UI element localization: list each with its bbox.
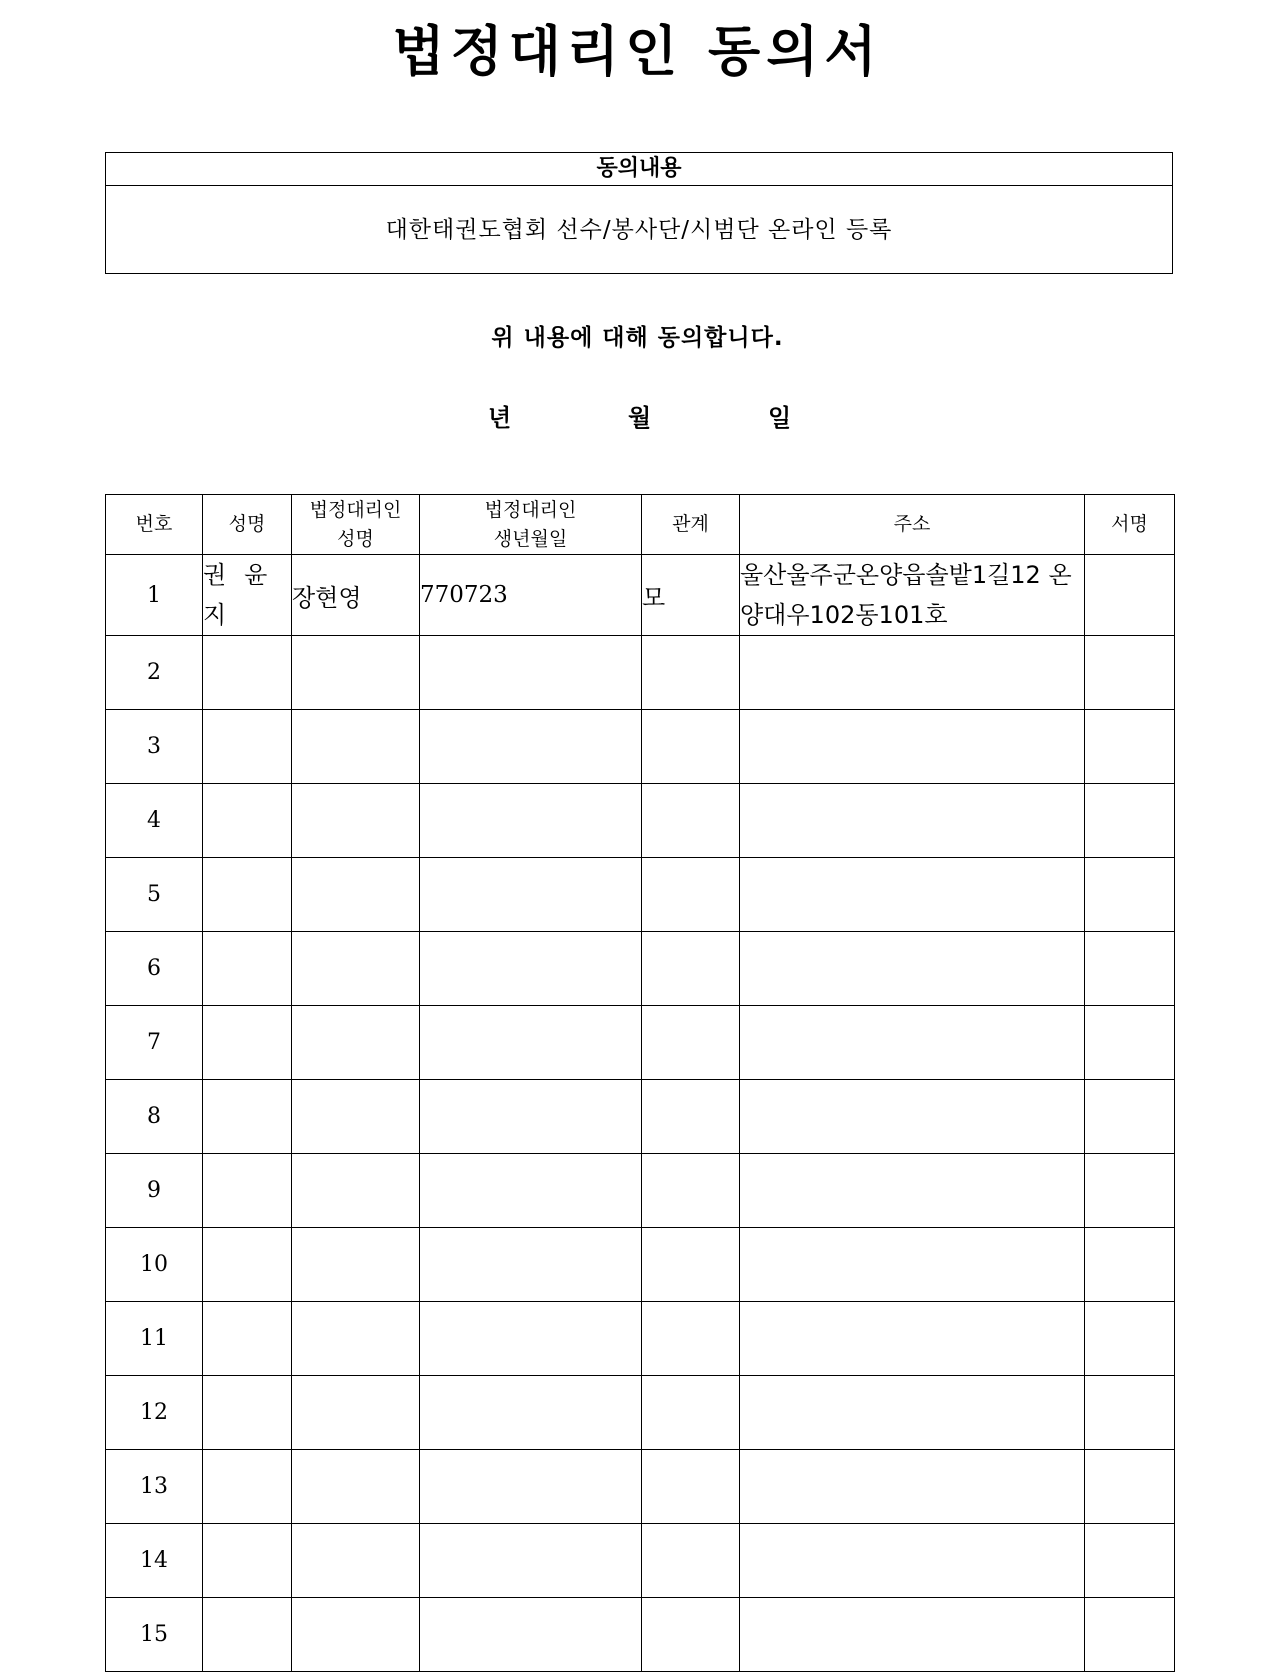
row-guardian-name — [292, 1154, 420, 1228]
row-relation — [642, 1450, 740, 1524]
row-guardian-name — [292, 1598, 420, 1672]
header-guardian-birth — [420, 495, 642, 555]
row-name — [203, 710, 292, 784]
row-guardian-name — [292, 1228, 420, 1302]
row-guardian-birth — [420, 1524, 642, 1598]
row-name — [203, 1524, 292, 1598]
row-relation — [642, 710, 740, 784]
row-number: 12 — [106, 1376, 203, 1450]
row-guardian-name — [292, 784, 420, 858]
row-guardian-birth — [420, 932, 642, 1006]
table-row — [106, 858, 1175, 932]
row-address — [740, 1006, 1085, 1080]
row-relation: 모 — [642, 555, 740, 636]
row-signature[interactable] — [1085, 1524, 1175, 1598]
consent-heading: 동의내용 — [106, 153, 1172, 186]
date-year-label: 년 — [488, 404, 512, 432]
table-row — [106, 1228, 1175, 1302]
header-relation: 관계 — [642, 495, 740, 555]
header-signature: 서명 — [1085, 495, 1175, 555]
row-relation — [642, 858, 740, 932]
agreement-statement: 위 내용에 대해 동의합니다. — [491, 325, 784, 351]
row-address — [740, 858, 1085, 932]
row-guardian-name: 장현영 — [292, 555, 420, 636]
row-guardian-birth: 770723 — [420, 555, 642, 636]
row-name — [203, 1302, 292, 1376]
row-name — [203, 1450, 292, 1524]
row-guardian-birth — [420, 1080, 642, 1154]
row-signature[interactable] — [1085, 932, 1175, 1006]
row-guardian-birth — [420, 1154, 642, 1228]
table-row — [106, 636, 1175, 710]
table-row — [106, 555, 1175, 636]
row-guardian-name — [292, 1302, 420, 1376]
row-signature[interactable] — [1085, 1006, 1175, 1080]
header-guardian-name-line1: 법정대리인 — [309, 498, 402, 521]
row-name — [203, 636, 292, 710]
row-number: 13 — [106, 1450, 203, 1524]
date-month-label: 월 — [628, 404, 652, 432]
row-guardian-name — [292, 858, 420, 932]
row-address — [740, 1524, 1085, 1598]
row-signature[interactable] — [1085, 1450, 1175, 1524]
row-guardian-birth — [420, 710, 642, 784]
row-address — [740, 1080, 1085, 1154]
row-guardian-birth — [420, 1228, 642, 1302]
table-row — [106, 710, 1175, 784]
table-row — [106, 1006, 1175, 1080]
table-row — [106, 784, 1175, 858]
row-relation — [642, 1006, 740, 1080]
header-name: 성명 — [203, 495, 292, 555]
row-relation — [642, 1228, 740, 1302]
header-guardian-name — [292, 495, 420, 555]
row-guardian-birth — [420, 784, 642, 858]
row-guardian-birth — [420, 1006, 642, 1080]
row-name — [203, 1376, 292, 1450]
row-guardian-name — [292, 1450, 420, 1524]
table-row — [106, 1302, 1175, 1376]
row-guardian-name — [292, 1006, 420, 1080]
row-number: 5 — [106, 858, 203, 932]
row-guardian-birth — [420, 1376, 642, 1450]
row-name — [203, 1598, 292, 1672]
row-address — [740, 1376, 1085, 1450]
row-address — [740, 710, 1085, 784]
row-name — [203, 1228, 292, 1302]
row-relation — [642, 1376, 740, 1450]
row-guardian-name — [292, 1376, 420, 1450]
row-guardian-birth — [420, 1302, 642, 1376]
table-row — [106, 1376, 1175, 1450]
row-address — [740, 784, 1085, 858]
row-relation — [642, 1302, 740, 1376]
consent-content: 대한태권도협회 선수/봉사단/시범단 온라인 등록 — [385, 217, 893, 243]
table-row — [106, 1450, 1175, 1524]
row-signature[interactable] — [1085, 1154, 1175, 1228]
row-relation — [642, 636, 740, 710]
row-guardian-name — [292, 1524, 420, 1598]
consent-box — [105, 152, 1173, 274]
row-guardian-birth — [420, 858, 642, 932]
row-name — [203, 1006, 292, 1080]
row-signature[interactable] — [1085, 1302, 1175, 1376]
row-relation — [642, 784, 740, 858]
row-number: 3 — [106, 710, 203, 784]
row-number: 2 — [106, 636, 203, 710]
table-row — [106, 932, 1175, 1006]
table-row — [106, 1598, 1175, 1672]
row-number: 14 — [106, 1524, 203, 1598]
row-guardian-name — [292, 1080, 420, 1154]
header-address: 주소 — [740, 495, 1085, 555]
row-relation — [642, 1154, 740, 1228]
header-guardian-name-line2: 성명 — [337, 527, 374, 550]
row-name — [203, 1154, 292, 1228]
table-row — [106, 1524, 1175, 1598]
guardian-table — [105, 494, 1175, 1672]
table-header-row — [106, 495, 1175, 555]
row-relation — [642, 1598, 740, 1672]
row-number: 7 — [106, 1006, 203, 1080]
row-signature[interactable] — [1085, 784, 1175, 858]
row-address — [740, 1598, 1085, 1672]
row-signature[interactable] — [1085, 1598, 1175, 1672]
row-name — [203, 932, 292, 1006]
row-number: 1 — [106, 555, 203, 636]
row-guardian-name — [292, 710, 420, 784]
row-number: 6 — [106, 932, 203, 1006]
row-guardian-birth — [420, 1450, 642, 1524]
row-relation — [642, 1524, 740, 1598]
row-number: 9 — [106, 1154, 203, 1228]
row-signature[interactable] — [1085, 636, 1175, 710]
row-name — [203, 784, 292, 858]
row-address — [740, 1450, 1085, 1524]
row-address — [740, 1302, 1085, 1376]
row-guardian-birth — [420, 636, 642, 710]
row-signature[interactable] — [1085, 555, 1175, 636]
row-name — [203, 1080, 292, 1154]
page-title: 법정대리인 동의서 — [392, 20, 883, 83]
row-address — [740, 1154, 1085, 1228]
header-number: 번호 — [106, 495, 203, 555]
row-number: 4 — [106, 784, 203, 858]
table-row — [106, 1154, 1175, 1228]
row-signature[interactable] — [1085, 1080, 1175, 1154]
row-number: 15 — [106, 1598, 203, 1672]
row-address: 울산울주군온양읍솔밭1길12 온양대우102동101호 — [740, 555, 1085, 636]
row-name — [203, 858, 292, 932]
row-guardian-name — [292, 932, 420, 1006]
table-row — [106, 1080, 1175, 1154]
row-address — [740, 636, 1085, 710]
row-relation — [642, 1080, 740, 1154]
row-relation — [642, 932, 740, 1006]
row-signature[interactable] — [1085, 1228, 1175, 1302]
row-name: 권윤지 — [203, 555, 292, 636]
row-signature[interactable] — [1085, 710, 1175, 784]
date-day-label: 일 — [768, 404, 792, 432]
row-address — [740, 932, 1085, 1006]
header-guardian-birth-line2: 생년월일 — [493, 527, 568, 550]
row-guardian-name — [292, 636, 420, 710]
row-number: 11 — [106, 1302, 203, 1376]
row-signature[interactable] — [1085, 858, 1175, 932]
row-address — [740, 1228, 1085, 1302]
row-number: 10 — [106, 1228, 203, 1302]
row-number: 8 — [106, 1080, 203, 1154]
row-guardian-birth — [420, 1598, 642, 1672]
header-guardian-birth-line1: 법정대리인 — [484, 498, 577, 521]
row-signature[interactable] — [1085, 1376, 1175, 1450]
